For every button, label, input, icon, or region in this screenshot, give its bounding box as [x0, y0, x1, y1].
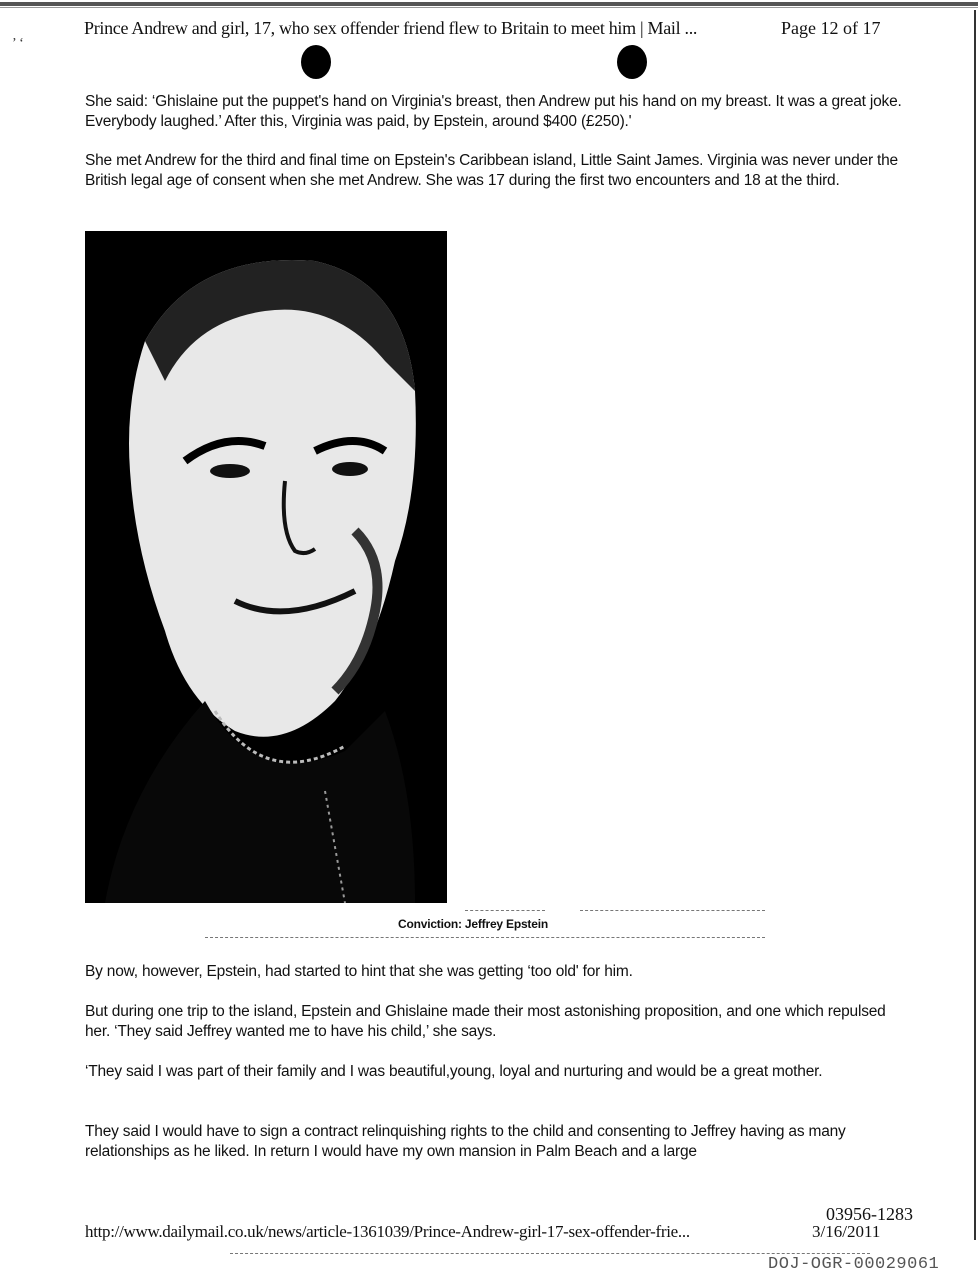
- scan-artifact-line: [465, 910, 545, 912]
- paragraph: She met Andrew for the third and final time on Epstein's Caribbean island, Little Saint James. Virginia was never under the British legal age of consent when she met Andrew. She was 17 during the first two encounters and 18 at the third.: [85, 152, 898, 189]
- scan-specks: ’ ‘: [12, 36, 24, 51]
- punch-hole-left: [301, 45, 331, 79]
- scan-artifact-line: [580, 910, 765, 912]
- scan-top-border-thin: [0, 7, 978, 8]
- scan-top-border: [0, 2, 978, 6]
- document-code: 03956-1283: [826, 1204, 913, 1224]
- scan-artifact-line: [205, 937, 765, 939]
- paragraph: She said: ‘Ghislaine put the puppet's hand on Virginia's breast, then Andrew put his hand on my breast. It was a great joke. Everybody laughed.’ After this, Virginia was paid, by Epstein, around $400 (£250).': [85, 93, 902, 130]
- portrait-image: [85, 231, 447, 903]
- print-date: 3/16/2011: [812, 1222, 881, 1241]
- punch-hole-right: [617, 45, 647, 79]
- page-number: Page 12 of 17: [781, 18, 881, 38]
- photo-caption: Conviction: Jeffrey Epstein: [398, 917, 548, 931]
- page-header-title: Prince Andrew and girl, 17, who sex offender friend flew to Britain to meet him | Mail ...: [84, 18, 698, 38]
- scan-right-border: [974, 10, 976, 1240]
- paragraph: ‘They said I was part of their family and I was beautiful,young, loyal and nurturing and would be a great mother.: [85, 1063, 823, 1080]
- paragraph: By now, however, Epstein, had started to hint that she was getting ‘too old' for him.: [85, 963, 633, 980]
- source-url: http://www.dailymail.co.uk/news/article-1361039/Prince-Andrew-girl-17-sex-offender-frie...: [85, 1222, 690, 1241]
- paragraph: But during one trip to the island, Epstein and Ghislaine made their most astonishing proposition, and one which repulsed her. ‘They said Jeffrey wanted me to have his child,’ she says.: [85, 1003, 886, 1040]
- article-photo: [85, 231, 447, 903]
- bates-number: DOJ-OGR-00029061: [768, 1255, 940, 1274]
- paragraph: They said I would have to sign a contract relinquishing rights to the child and consenting to Jeffrey having as many relationships as he liked. In return I would have my own mansion in Palm Beach and a large: [85, 1123, 846, 1160]
